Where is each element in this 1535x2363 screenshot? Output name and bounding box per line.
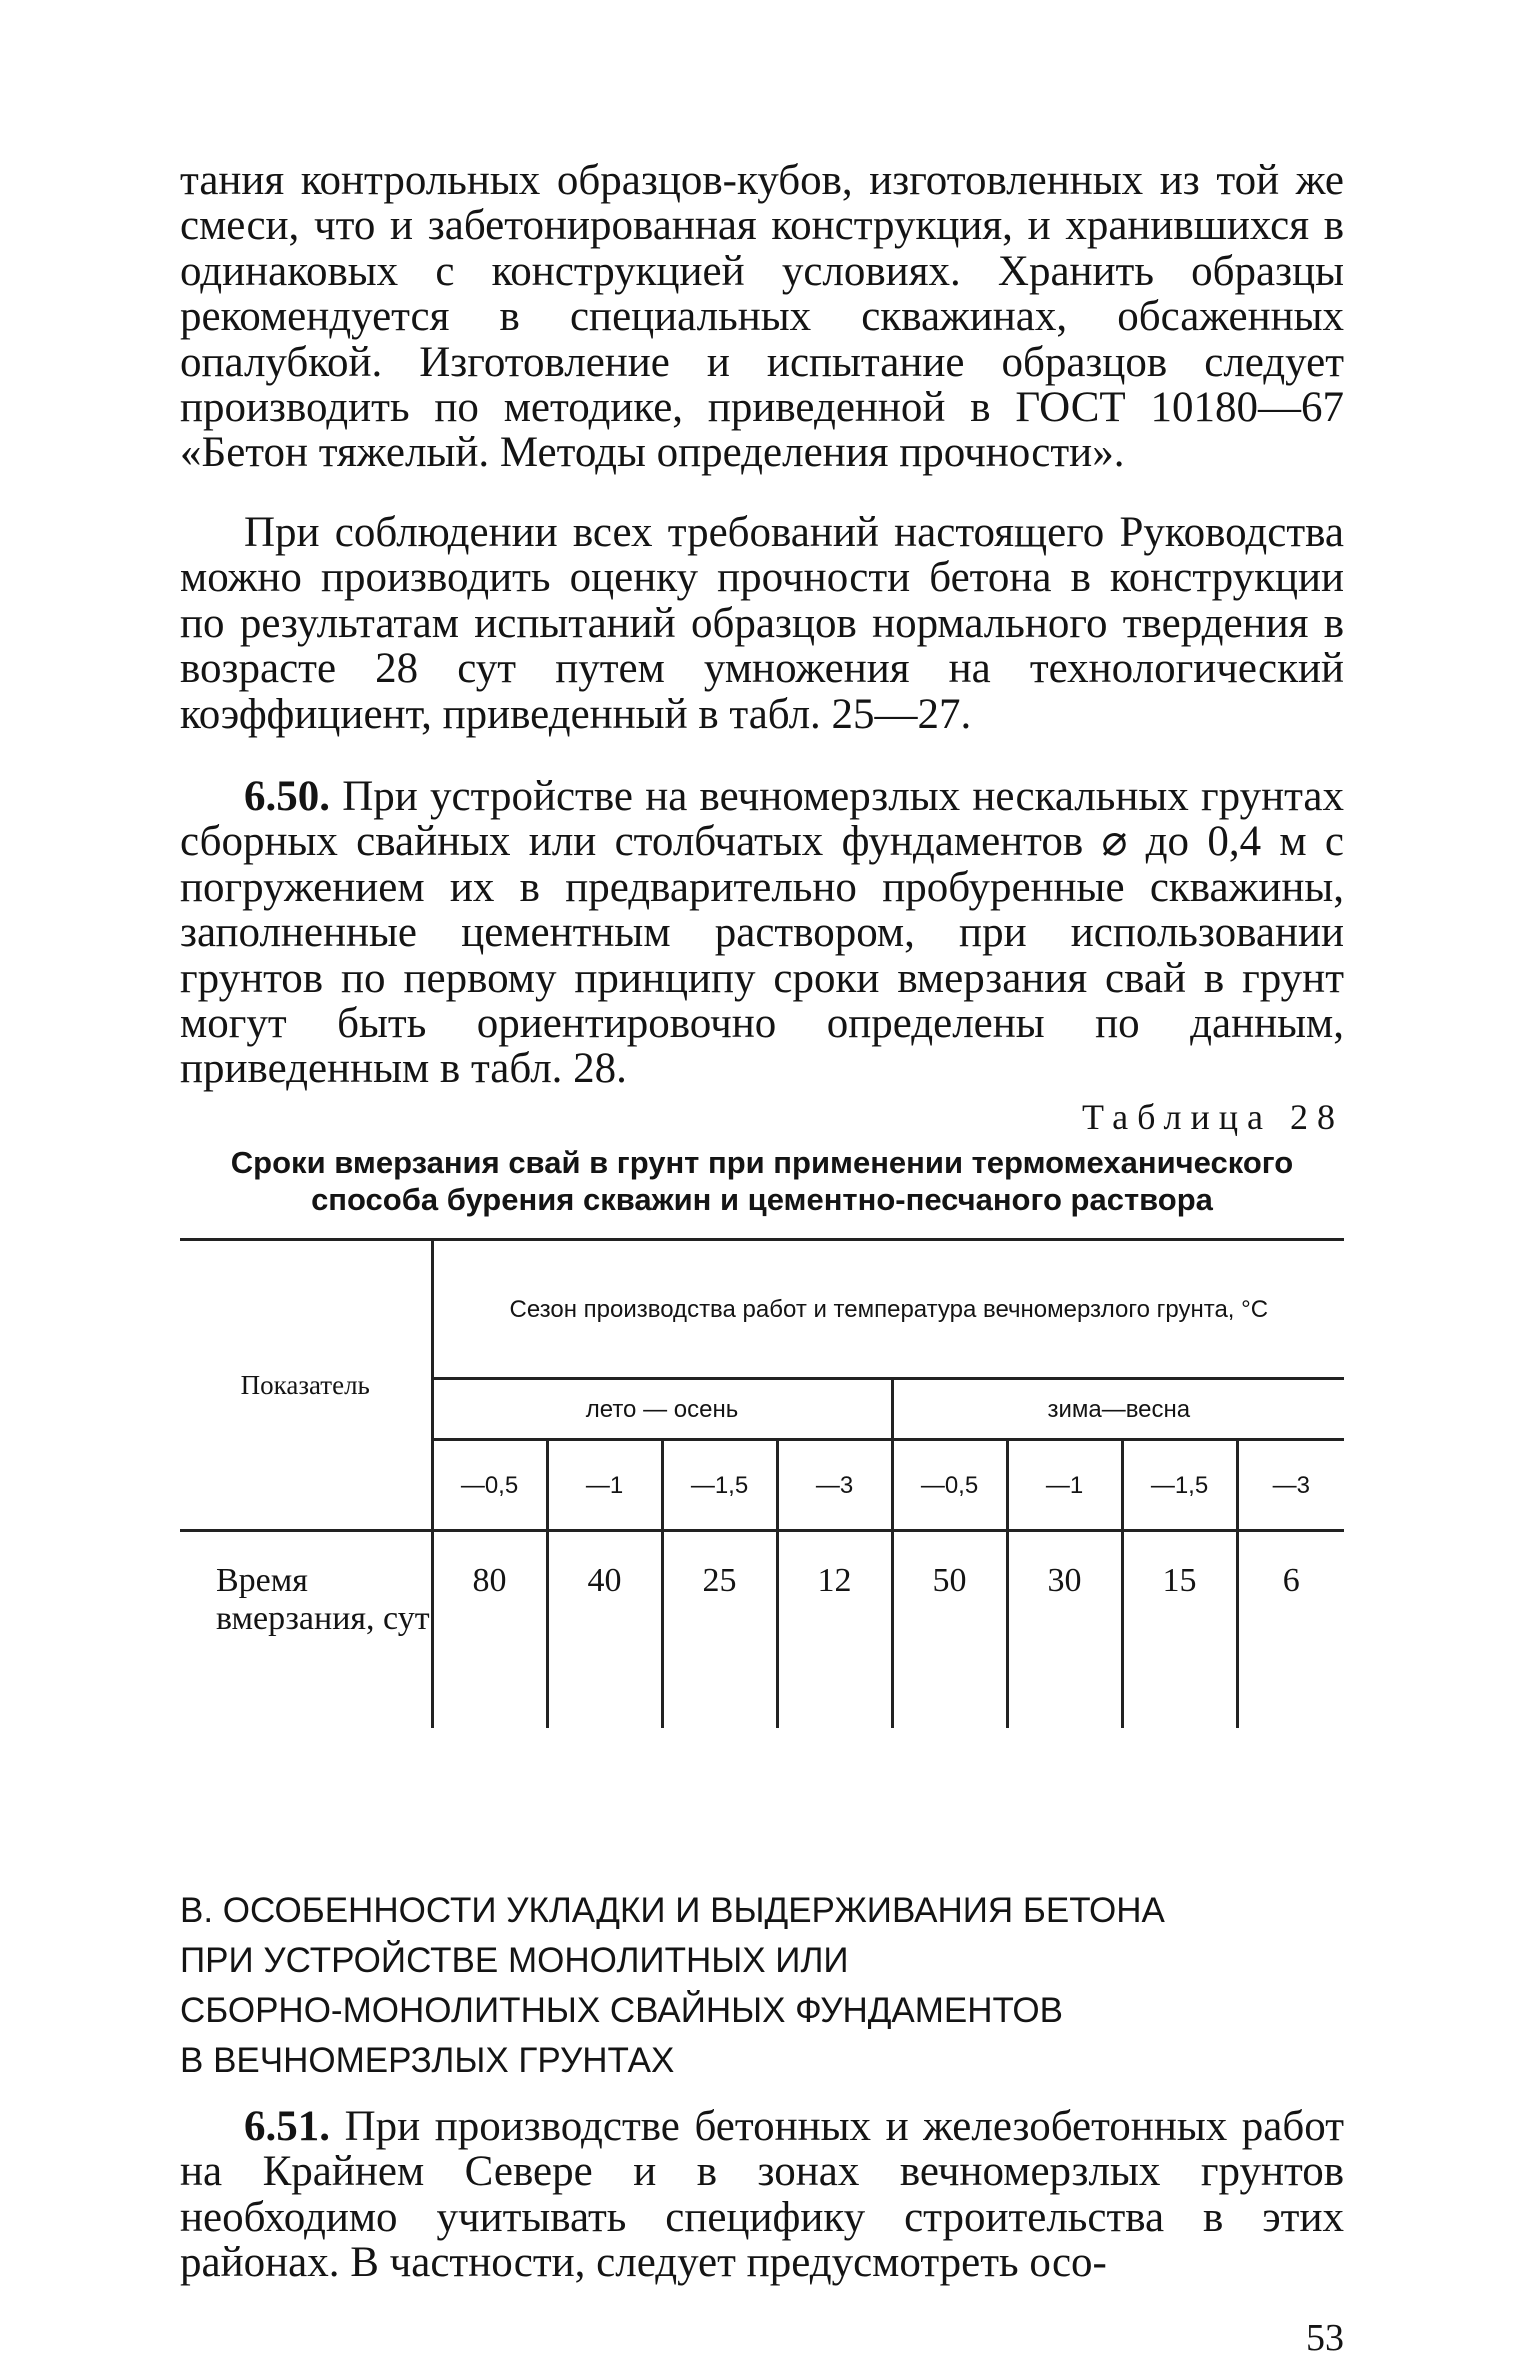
table-label: Таблица 28 <box>1082 1097 1344 1137</box>
clause-number: 6.50. <box>244 773 330 820</box>
value-cell: 25 <box>662 1531 777 1729</box>
table-caption <box>180 1144 1344 1218</box>
section-heading-line: СБОРНО-МОНОЛИТНЫХ СВАЙНЫХ ФУНДАМЕНТОВ <box>180 1991 1063 2030</box>
paragraph-strength-assessment: При соблюдении всех требований настоящего Руководства можно производить оценку прочности бетона в конструкции по результатам испытаний образцов нормального твердения в возрасте 28 сут путем умножения на технологический коэффициент, приведенный в табл. 25—27. <box>180 509 1344 738</box>
table-caption-line: способа бурения скважин и цементно-песчаного раствора <box>311 1182 1213 1217</box>
temp-header: —3 <box>1237 1440 1344 1531</box>
clause-text: При производстве бетонных и железобетонных работ на Крайнем Севере и в зонах вечномерзлых грунтов необходимо учитывать специфику строительства в этих районах. В частности, следует предусмотреть осо- <box>180 2103 1344 2287</box>
temp-header: —1,5 <box>1122 1440 1237 1531</box>
row-label: Время вмерзания, сут <box>180 1531 432 1729</box>
section-heading-line: В. ОСОБЕННОСТИ УКЛАДКИ И ВЫДЕРЖИВАНИЯ БЕТОНА <box>180 1891 1165 1930</box>
value-cell: 15 <box>1122 1531 1237 1729</box>
season-winter-spring: зима—весна <box>892 1379 1344 1440</box>
temp-header: —0,5 <box>892 1440 1007 1531</box>
page-number: 53 <box>1306 2317 1344 2359</box>
value-cell: 40 <box>547 1531 662 1729</box>
section-heading-line: ПРИ УСТРОЙСТВЕ МОНОЛИТНЫХ ИЛИ <box>180 1941 849 1980</box>
value-cell: 50 <box>892 1531 1007 1729</box>
freezing-time-table <box>180 1238 1344 1728</box>
temp-header: —0,5 <box>432 1440 547 1531</box>
paragraph-6-50 <box>180 774 1344 1092</box>
clause-text: При устройстве на вечномерзлых нескальных грунтах сборных свайных или столбчатых фундаментов ⌀ до 0,4 м с погружением их в предварительно пробуренные скважины, заполненные цементным раствором, при использовании грунтов по первому принципу сроки вмерзания свай в грунт могут быть ориентировочно определены по данным, приведенным в табл. 28. <box>180 773 1344 1093</box>
season-summer-autumn: лето — осень <box>432 1379 892 1440</box>
section-heading-line: В ВЕЧНОМЕРЗЛЫХ ГРУНТАХ <box>180 2041 675 2080</box>
table-caption-line: Сроки вмерзания свай в грунт при применении термомеханического <box>230 1145 1294 1180</box>
section-heading <box>180 1886 1344 2086</box>
paragraph-6-51 <box>180 2104 1344 2286</box>
temp-header: —1 <box>547 1440 662 1531</box>
value-cell: 6 <box>1237 1531 1344 1729</box>
main-header: Сезон производства работ и температура вечномерзлого грунта, °С <box>432 1240 1344 1379</box>
temp-header: —1,5 <box>662 1440 777 1531</box>
paragraph-continuation: тания контрольных образцов-кубов, изготовленных из той же смеси, что и забетонированная конструкция, и хранившихся в одинаковых с конструкцией условиях. Хранить образцы рекомендуется в специальных скважинах, обсаженных опалубкой. Изготовление и испытание образцов следует производить по методике, приведенной в ГОСТ 10180—67 «Бетон тяжелый. Методы определения прочности». <box>180 157 1344 477</box>
value-cell: 80 <box>472 1562 507 1599</box>
clause-number: 6.51. <box>244 2103 330 2150</box>
value-cell: 12 <box>777 1531 892 1729</box>
temp-header: —1 <box>1007 1440 1122 1531</box>
value-cell: 30 <box>1007 1531 1122 1729</box>
temp-header: —3 <box>777 1440 892 1531</box>
stub-header: Показатель <box>180 1240 432 1531</box>
